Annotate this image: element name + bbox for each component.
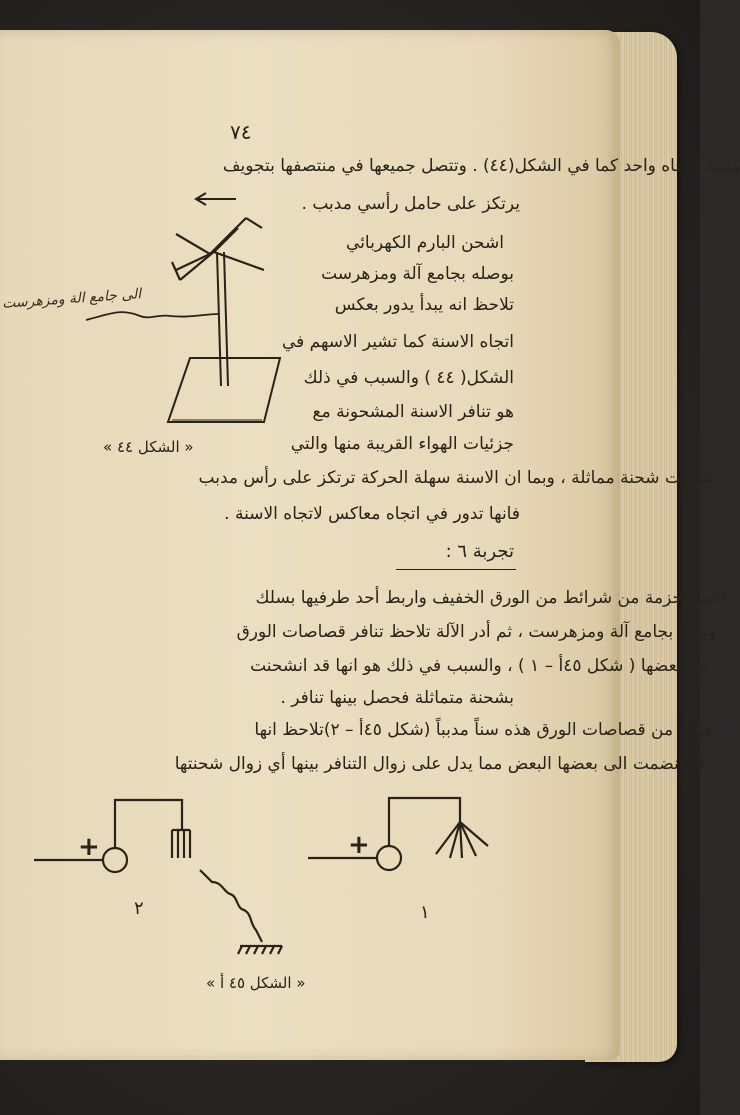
figure-44-drawing <box>0 190 300 435</box>
text-line-p6: قد انضمت الى بعضها البعض مما يدل على زوال التنافر بينها أي زوال شحنتها <box>174 754 706 774</box>
text-line-n3: تلاحظ انه يبدأ يدور بعكس <box>334 295 514 315</box>
stand-base <box>168 358 280 422</box>
figure-44-handwritten-label: الى جامع الة ومزهرست <box>1 286 142 312</box>
text-line-p5: قرّب من قصاصات الورق هذه سناً مدبباً (شكل ٤٥أ – ٢)تلاحظ انها <box>254 720 712 740</box>
text-line-n1: اشحن البارم الكهربائي <box>346 233 504 253</box>
page-number: ٧٤ <box>230 120 252 144</box>
plus-sign-right: + <box>348 830 370 860</box>
text-line-4: فانها تدور في اتجاه معاكس لاتجاه الاسنة . <box>224 504 520 524</box>
text-line-n7: جزئيات الهواء القريبة منها والتي <box>290 434 514 454</box>
figure-45-number-1: ١ <box>420 902 430 923</box>
apparatus-2 <box>34 800 282 954</box>
text-line-2: يرتكز على حامل رأسي مدبب . <box>301 194 520 214</box>
text-line-p3: عن بعضها ( شكل ٤٥أ – ١ ) ، والسبب في ذلك هو انها قد انشحنت <box>250 656 710 676</box>
text-line-p4: بشحنة متماثلة فحصل بينها تنافر . <box>280 688 514 708</box>
apparatus-1 <box>308 798 488 870</box>
figure-45-caption: « الشكل ٤٥ أ » <box>206 974 306 992</box>
text-line-p2: وصله بجامع آلة ومزهرست ، ثم أدر الآلة تلاحظ تنافر قصاصات الورق <box>236 622 716 642</box>
text-line-n6: هو تنافر الاسنة المشحونة مع <box>312 402 514 422</box>
figure-44-caption: « الشكل ٤٤ » <box>103 438 194 456</box>
stand-rod <box>217 252 228 386</box>
heading-underline <box>396 569 516 570</box>
rotation-arrow-icon <box>196 193 236 205</box>
figure-45-drawing <box>0 790 520 970</box>
connecting-wire <box>86 312 219 320</box>
text-line-p1: اعمل حزمة من شرائط من الورق الخفيف واربط أحد طرفيها بسلك <box>255 588 726 608</box>
text-line-3: شحنت شحنة مماثلة ، وبما ان الاسنة سهلة الحركة ترتكز على رأس مدبب <box>198 468 712 488</box>
text-line-n4: اتجاه الاسنة كما تشير الاسهم في <box>281 332 514 352</box>
plus-sign-left: + <box>78 832 100 862</box>
figure-45-number-2: ٢ <box>134 898 144 919</box>
text-line-n2: بوصله بجامع آلة ومزهرست <box>321 264 514 284</box>
experiment-heading: تجربة ٦ : <box>445 541 514 562</box>
text-line-n5: الشكل( ٤٤ ) والسبب في ذلك <box>303 368 514 388</box>
text-line-1: مثنية باتجاه واحد كما في الشكل(٤٤) . وتتصل جميعها في منتصفها بتجويف <box>222 156 740 176</box>
